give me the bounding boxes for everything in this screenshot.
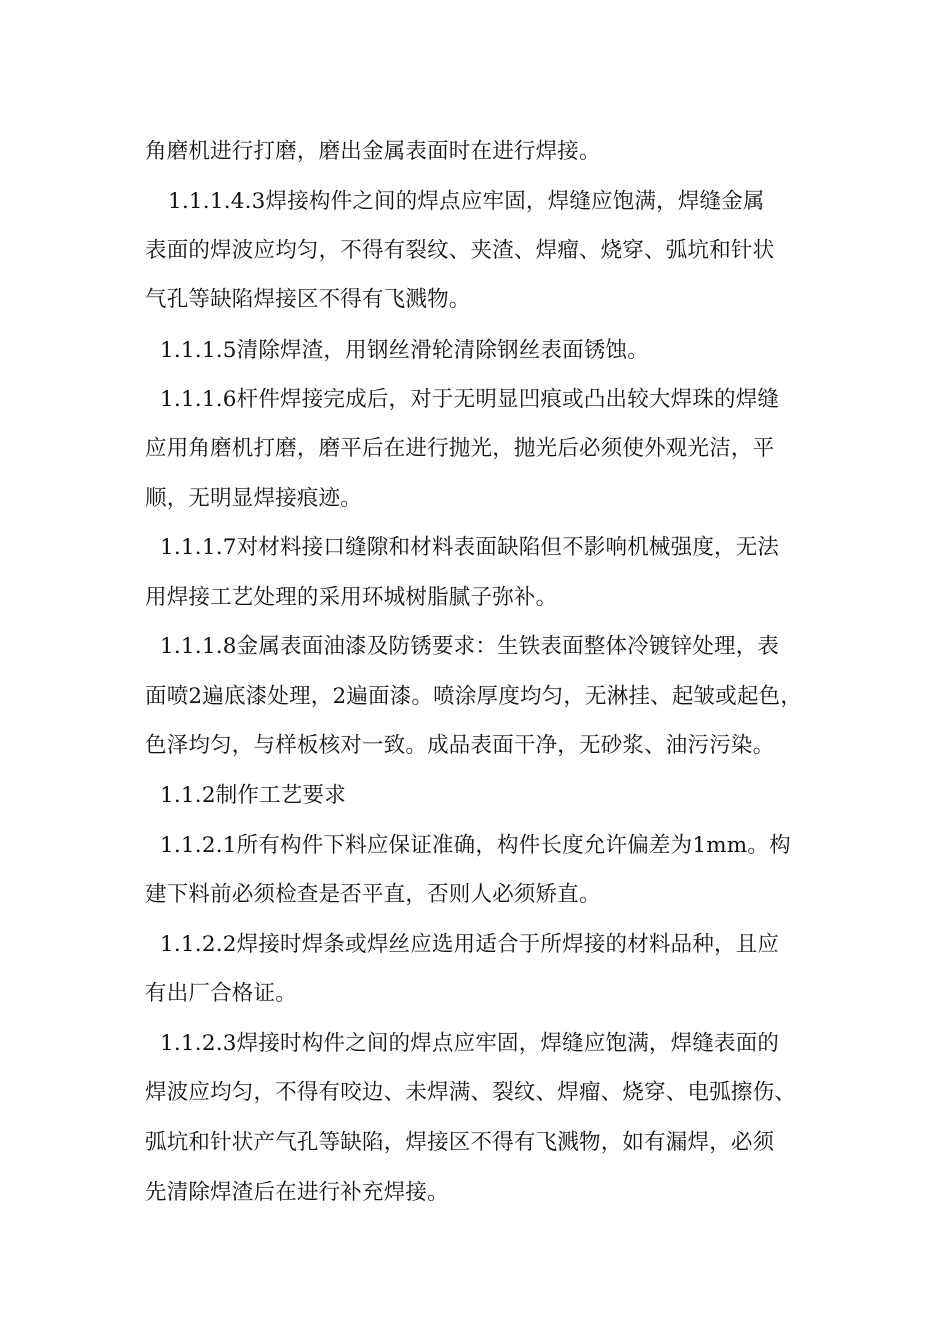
text-line: 表面的焊波应均匀，不得有裂纹、夹渣、焊瘤、烧穿、弧坑和针状: [145, 238, 775, 263]
text-line: 1.1.1.6杆件焊接完成后，对于无明显凹痕或凸出较大焊珠的焊缝: [160, 387, 780, 412]
text-line: 1.1.2.3焊接时构件之间的焊点应牢固，焊缝应饱满，焊缝表面的: [160, 1031, 780, 1056]
text-line: 色泽均匀，与样板核对一致。成品表面干净，无砂浆、油污污染。: [145, 733, 775, 758]
text-line: 1.1.1.8金属表面油漆及防锈要求：生铁表面整体冷镀锌处理，表: [160, 634, 780, 659]
text-line: 1.1.1.4.3焊接构件之间的焊点应牢固，焊缝应饱满，焊缝金属: [168, 189, 765, 214]
text-line: 应用角磨机打磨，磨平后在进行抛光，抛光后必须使外观光洁，平: [145, 436, 775, 461]
text-line: 角磨机进行打磨，磨出金属表面时在进行焊接。: [145, 139, 601, 164]
text-line: 先清除焊渣后在进行补充焊接。: [145, 1180, 449, 1205]
section-heading: 1.1.2制作工艺要求: [160, 783, 346, 808]
text-line: 有出厂合格证。: [145, 981, 297, 1006]
text-line: 弧坑和针状产气孔等缺陷，焊接区不得有飞溅物，如有漏焊，必须: [145, 1130, 775, 1155]
text-line: 焊波应均匀，不得有咬边、未焊满、裂纹、焊瘤、烧穿、电弧擦伤、: [145, 1080, 797, 1105]
text-line: 1.1.1.5清除焊渣，用钢丝滑轮清除钢丝表面锈蚀。: [160, 338, 649, 363]
text-line: 顺，无明显焊接痕迹。: [145, 486, 363, 511]
text-line: 1.1.2.1所有构件下料应保证准确，构件长度允许偏差为1mm。构: [160, 833, 791, 858]
text-line: 面喷2遍底漆处理，2遍面漆。喷涂厚度均匀，无淋挂、起皱或起色，: [145, 684, 803, 709]
text-line: 气孔等缺陷焊接区不得有飞溅物。: [145, 287, 471, 312]
text-line: 建下料前必须检查是否平直，否则人必须矫直。: [145, 882, 601, 907]
text-line: 用焊接工艺处理的采用环城树脂腻子弥补。: [145, 585, 558, 610]
text-line: 1.1.2.2焊接时焊条或焊丝应选用适合于所焊接的材料品种，且应: [160, 932, 780, 957]
text-line: 1.1.1.7对材料接口缝隙和材料表面缺陷但不影响机械强度，无法: [160, 535, 780, 560]
